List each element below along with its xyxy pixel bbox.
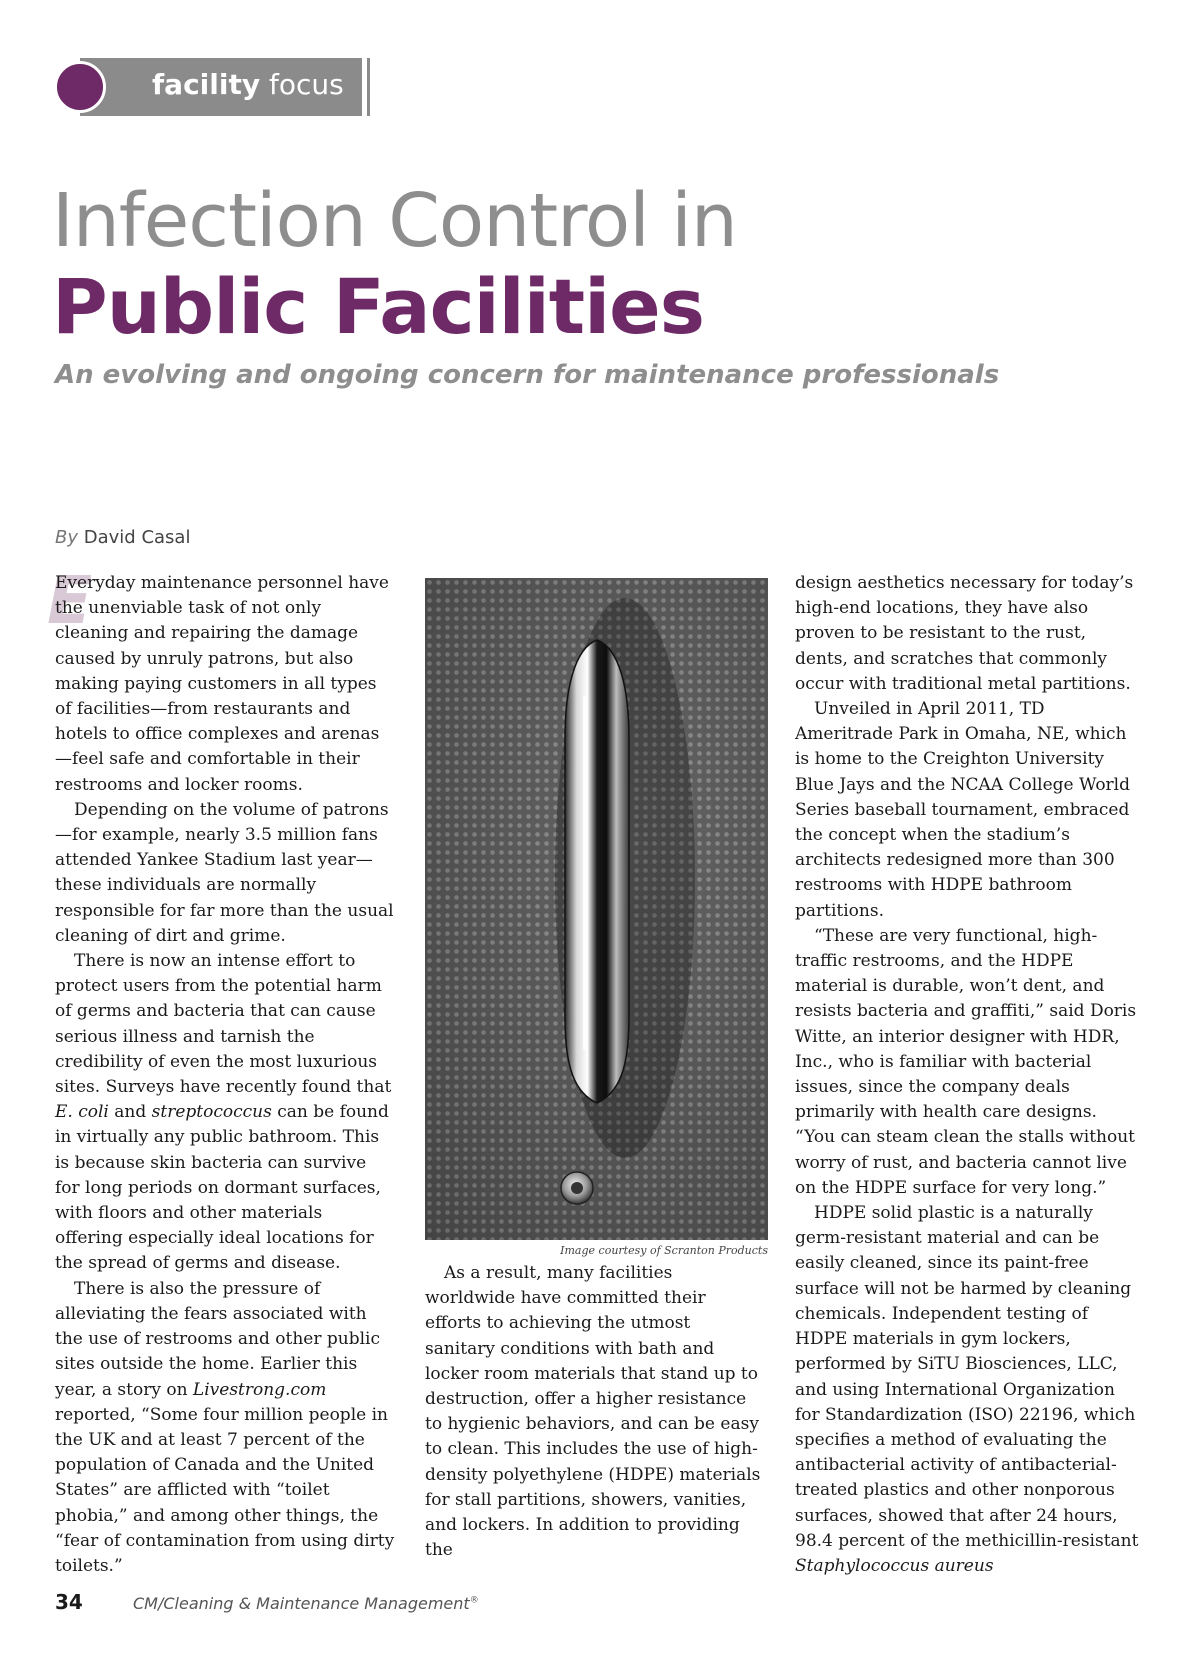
section-tab-rule [367,58,370,116]
column-1 [55,571,395,1579]
paragraph: design aesthetics necessary for today’s high-end locations, they have also proven to be resistant to the rust, dents, and scratches that commonly occur with traditional metal partitions. [795,573,1134,694]
text-run: reported, “Some four million people in the UK and at least 7 percent of the population of Canada and the United States” are afflicted with “toilet phobia,” and among other things, the “fear of contamination from using dirty toilets.” [55,1404,395,1576]
paragraph [55,1277,395,1579]
italic-term: Staphylococcus aureus [795,1555,994,1576]
section-tab [54,56,374,118]
text-run: can be found in virtually any public bathroom. This is because skin bacteria can survive for long periods on dormant surfaces, with floors and other materials offering especially ideal locations for the spread of germs and disease. [55,1102,389,1274]
photo-hdpe-handle [425,578,768,1240]
section-tab-bold: facility [152,68,261,101]
photo-caption: Image courtesy of Scranton Products [560,1244,768,1257]
text-run: There is now an intense effort to protect users from the potential harm of germs and bacteria that can cause serious illness and tarnish the credibility of even the most luxurious sites. Surveys have recently found that [55,951,392,1098]
handle-bar [565,640,629,1103]
paragraph: Unveiled in April 2011, TD Ameritrade Park in Omaha, NE, which is home to the Creighton University Blue Jays and the NCAA College World Series baseball tournament, embraced the concept when the stadium’s architects redesigned more than 300 restrooms with HDPE bathroom partitions. [795,699,1131,921]
column-2 [425,1261,765,1563]
byline-prefix: By [55,527,79,548]
drop-cap: E [47,562,93,639]
italic-term: E. coli [55,1102,109,1123]
italic-term: Livestrong.com [192,1379,327,1400]
column-3 [795,571,1140,1579]
byline-author: David Casal [83,527,191,548]
section-tab-circle [54,61,106,113]
section-tab-light: focus [269,68,344,101]
paragraph [55,949,395,1277]
registered-mark: ® [469,1595,479,1606]
handle-illustration [425,578,768,1240]
publication-title: CM/Cleaning & Maintenance Management [133,1594,470,1613]
section-tab-label [152,68,344,101]
paragraph: “These are very functional, high-traffic restrooms, and the HDPE material is durable, won’t dent, and resists bacteria and graffiti,” said Doris Witte, an interior designer with HDR, Inc., who is familiar with bacterial issues, since the company deals primarily with health care designs. “You can steam clean the stalls without worry of rust, and bacteria cannot live on the HDPE surface for very long.” [795,925,1137,1198]
headline-line-1: Infection Control in [52,178,737,264]
paragraph: As a result, many facilities worldwide have committed their efforts to achieving the utmost sanitary conditions with bath and locker room materials that stand up to destruction, offer a higher resistance to hygienic behaviors, and can be easy to clean. This includes the use of high-density polyethylene (HDPE) materials for stall partitions, showers, vanities, and lockers. In addition to providing the [425,1263,761,1561]
headline-line-2: Public Facilities [52,262,704,351]
italic-term: streptococcus [151,1102,272,1123]
paragraph: Everyday maintenance personnel have the unenviable task of not only cleaning and repairing the damage caused by unruly patrons, but also making paying customers in all types of facilities—from restaurants and hotels to office complexes and arenas—feel safe and comfortable in their restrooms and locker rooms. [55,573,389,795]
text-run: There is also the pressure of alleviating the fears associated with the use of restrooms and other public sites outside the home. Earlier this year, a story on [55,1278,380,1400]
publication-name [133,1594,479,1613]
screw-socket [571,1182,583,1194]
page-number: 34 [55,1590,83,1614]
paragraph [795,1201,1140,1579]
paragraph: Depending on the volume of patrons—for example, nearly 3.5 million fans attended Yankee Stadium last year—these individuals are normally responsible for far more than the usual cleaning of dirt and grime. [55,799,394,946]
byline [55,527,190,548]
text-run: and [108,1102,152,1123]
text-run: HDPE solid plastic is a naturally germ-resistant material and can be easily cleaned, since its paint-free surface will not be harmed by cleaning chemicals. Independent testing of HDPE materials in gym lockers, performed by SiTU Biosciences, LLC, and using International Organization for Standardization (ISO) 22196, which specifies a method of evaluating the antibacterial activity of antibacterial-treated plastics and other nonporous surfaces, showed that after 24 hours, 98.4 percent of the methicillin-resistant [795,1203,1139,1551]
subtitle: An evolving and ongoing concern for maintenance professionals [55,360,1000,390]
